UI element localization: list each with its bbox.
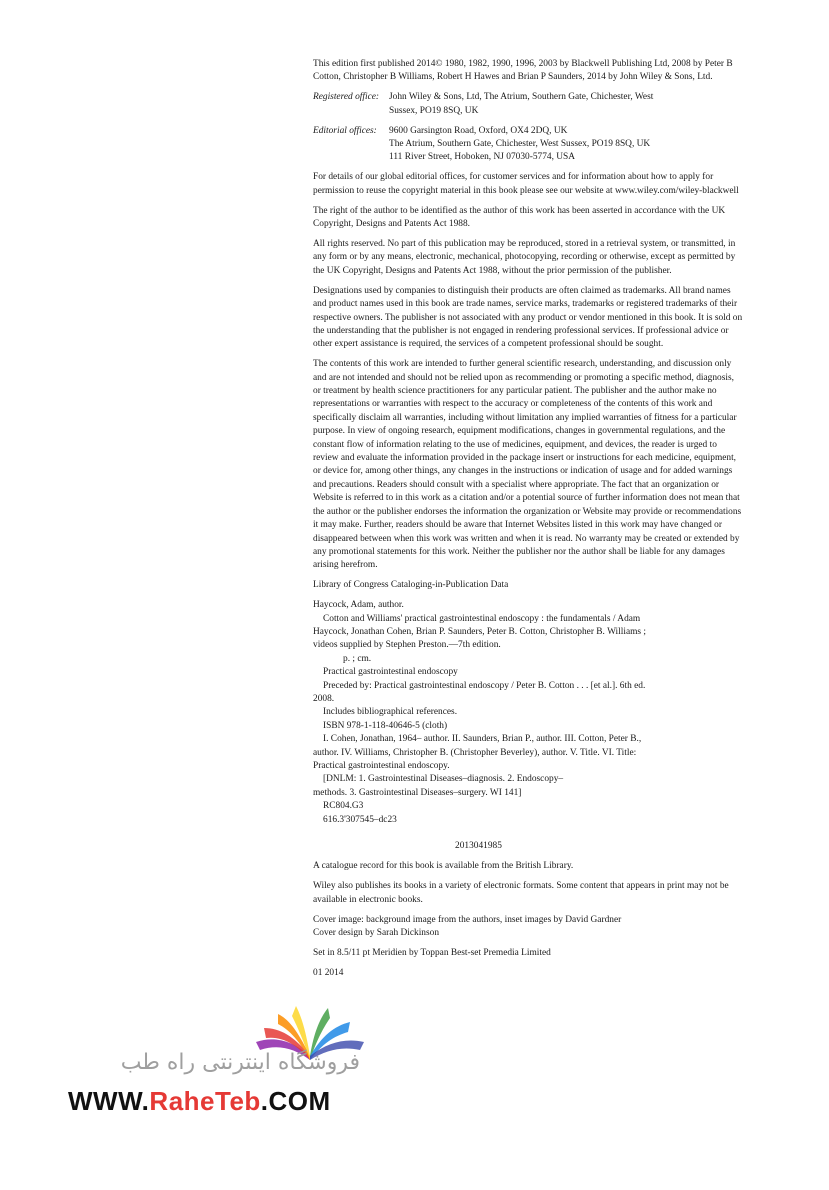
print-line: 01 2014 [313, 967, 344, 978]
cip-line: Practical gastrointestinal endoscopy [323, 667, 458, 678]
cover-design-credit: Cover design by Sarah Dickinson [313, 927, 440, 938]
cip-line: author. IV. Williams, Christopher B. (Christopher Beverley), author. V. Title. VI. Title: [313, 747, 637, 758]
cip-line: Includes bibliographical references. [323, 707, 458, 718]
electronic-formats-notice: Wiley also publishes its books in a variety of electronic formats. Some content that appears in print may not be available in electronic books. [313, 881, 729, 905]
editorial-offices-address [389, 125, 743, 165]
catalogue-record: A catalogue record for this book is available from the British Library. [313, 861, 574, 872]
typesetting-credit: Set in 8.5/11 pt Meridien by Toppan Best-set Premedia Limited [313, 947, 551, 958]
watermark-url [68, 1086, 331, 1117]
cip-line: I. Cohen, Jonathan, 1964– author. II. Saunders, Brian P., author. III. Cotton, Peter B., [323, 734, 642, 745]
cip-line: Haycock, Adam, author. [313, 600, 404, 611]
cip-record [313, 599, 743, 854]
edition-notice: This edition first published 2014© 1980, 1982, 1990, 1996, 2003 by Blackwell Publishing Ltd, 2008 by Peter B Cotton, Christopher B Williams, Robert H Hawes and Brian P Saunders, 2014 by John Wiley & Sons, Ltd. [313, 59, 733, 83]
trademark-notice: Designations used by companies to distinguish their products are often claimed as trademarks. All brand names and product names used in this book are trade names, service marks, trademarks or registered trademarks of their respective owners. The publisher is not associated with any product or vendor mentioned in this book. It is sold on the understanding that the publisher is not engaged in rendering professional services. If professional advice or other expert assistance is required, the services of a competent professional should be sought. [313, 285, 743, 350]
cip-line: Practical gastrointestinal endoscopy. [313, 761, 450, 771]
editorial-offices-label: Editorial offices: [313, 125, 377, 136]
cip-line: RC804.G3 [323, 801, 364, 812]
cip-line: videos supplied by Stephen Preston.—7th edition. [313, 640, 501, 651]
watermark-persian-text: فروشگاه اینترنتی راه طب [120, 1050, 360, 1075]
registered-office-address [389, 91, 743, 118]
editorial-offices [313, 125, 743, 165]
cip-line: Cotton and Williams' practical gastrointestinal endoscopy : the fundamentals / Adam [323, 613, 641, 624]
cip-line: 616.3'307545–dc23 [323, 814, 397, 825]
registered-office-label: Registered office: [313, 92, 380, 103]
offices-details: For details of our global editorial offices, for customer services and for information about how to apply for permission to reuse the copyright material in this book please see our website at www.wiley.com/wiley-blackwell [313, 172, 739, 196]
cover-credits [313, 914, 743, 941]
author-rights: The right of the author to be identified as the author of this work has been asserted in accordance with the UK Copyright, Designs and Patents Act 1988. [313, 205, 726, 230]
cip-line: [DNLM: 1. Gastrointestinal Diseases–diagnosis. 2. Endoscopy– [323, 774, 564, 785]
cip-line: Haycock, Jonathan Cohen, Brian P. Saunders, Peter B. Cotton, Christopher B. Williams ; [313, 626, 647, 637]
registered-office [313, 91, 743, 118]
cip-line: methods. 3. Gastrointestinal Diseases–surgery. WI 141] [313, 787, 522, 798]
copyright-page [313, 58, 743, 987]
address-line: John Wiley & Sons, Ltd, The Atrium, Southern Gate, Chichester, West [389, 92, 654, 103]
watermark-url-brand: RaheTeb [149, 1086, 261, 1116]
cip-line: Preceded by: Practical gastrointestinal endoscopy / Peter B. Cotton . . . [et al.]. 6th ed. [323, 680, 646, 691]
cip-line [313, 827, 743, 840]
disclaimer: The contents of this work are intended to further general scientific research, understanding, and discussion only and are not intended and should not be relied upon as recommending or promoting a specific method, diagnosis, or treatment by health science practitioners for any particular patient. The publisher and the author make no representations or warranties with respect to the accuracy or completeness of the contents of this work and specifically disclaim all warranties, including without limitation any implied warranties of fitness for a particular purpose. In view of ongoing research, equipment modifications, changes in governmental regulations, and the constant flow of information relating to the use of medicines, equipment, and devices, the reader is urged to review and evaluate the information provided in the package insert or instructions for each medicine, equipment, or device for, among other things, any changes in the instructions or indication of usage and for added warnings and precautions. Readers should consult with a specialist where appropriate. The fact that an organization or Website is referred to in this work as a citation and/or a potential source of further information does not mean that the author or the publisher endorses the information the organization or Website may provide or recommendations it may make. Further, readers should be aware that Internet Websites listed in this work may have changed or disappeared between when this work was written and when it is read. No warranty may be created or extended by any promotional statements for this work. Neither the publisher nor the author shall be liable for any damages arising herefrom. [313, 359, 742, 571]
rahetab-watermark [64, 1002, 360, 1120]
lccn: 2013041985 [455, 841, 502, 852]
watermark-url-suffix: .COM [260, 1086, 331, 1116]
cip-heading: Library of Congress Cataloging-in-Publication Data [313, 580, 509, 591]
cip-line: 2008. [313, 693, 335, 704]
cover-image-credit: Cover image: background image from the authors, inset images by David Gardner [313, 914, 622, 925]
rights-reserved: All rights reserved. No part of this publication may be reproduced, stored in a retrieval system, or transmitted, in any form or by any means, electronic, mechanical, photocopying, recording or otherwise, except as permitted by the UK Copyright, Designs and Patents Act 1988, without the prior permission of the publisher. [313, 238, 736, 276]
address-line: 111 River Street, Hoboken, NJ 07030-5774, USA [389, 152, 576, 163]
address-line: 9600 Garsington Road, Oxford, OX4 2DQ, UK [389, 125, 568, 136]
cip-line: p. ; cm. [343, 653, 372, 664]
watermark-url-prefix: WWW. [68, 1086, 150, 1116]
address-line: The Atrium, Southern Gate, Chichester, West Sussex, PO19 8SQ, UK [389, 139, 651, 150]
cip-line: ISBN 978-1-118-40646-5 (cloth) [323, 720, 448, 731]
address-line: Sussex, PO19 8SQ, UK [389, 105, 479, 116]
